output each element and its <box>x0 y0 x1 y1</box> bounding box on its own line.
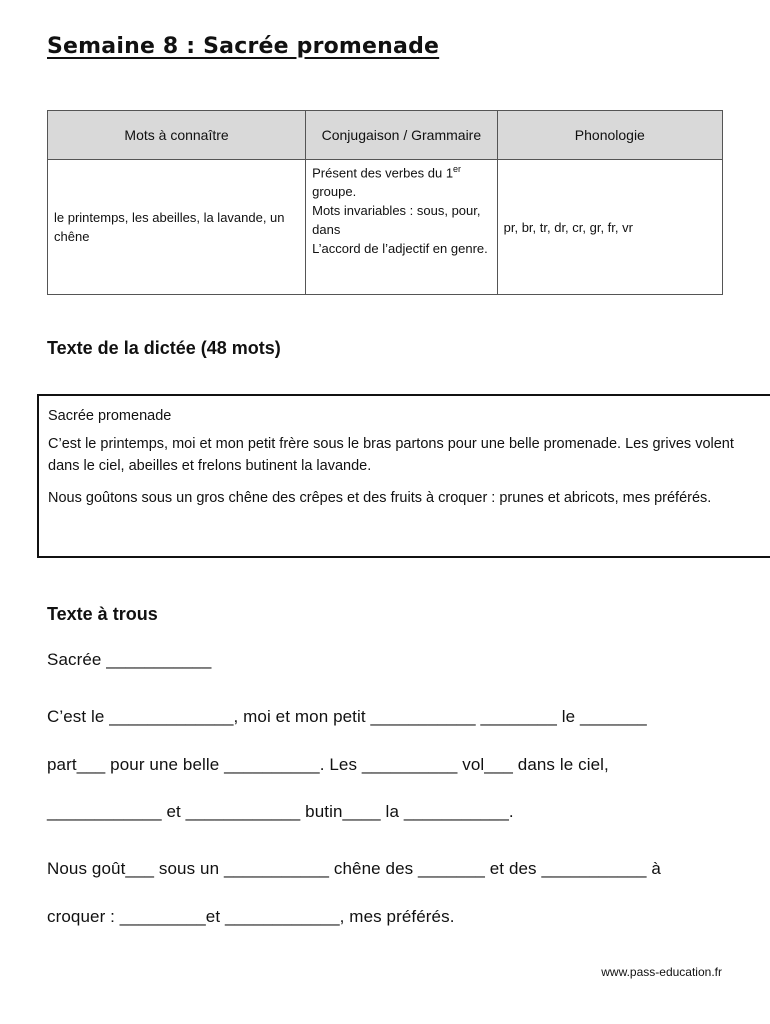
dictation-title: Sacrée promenade <box>48 408 172 424</box>
dictation-heading: Texte de la dictée (48 mots) <box>47 338 281 358</box>
gap-line-6: croquer : _________et ____________, mes préférés. <box>47 907 455 926</box>
cell-mots: le printemps, les abeilles, la lavande, un chêne <box>48 160 306 295</box>
gap-line-3: part___ pour une belle __________. Les __________ vol___ dans le ciel, <box>47 755 609 774</box>
grammaire-line-2: Mots invariables : sous, pour, dans <box>312 203 481 238</box>
dictation-paragraph-2: Nous goûtons sous un gros chêne des crêpes et des fruits à croquer : prunes et abricots, mes préférés. <box>48 490 712 506</box>
table-header-row <box>48 111 723 160</box>
dictation-box <box>37 394 770 558</box>
gaps-heading: Texte à trous <box>47 604 158 624</box>
cell-phonologie: pr, br, tr, dr, cr, gr, fr, vr <box>497 160 722 295</box>
grammaire-line-1: Présent des verbes du 1er groupe. <box>312 164 462 200</box>
dictation-paragraph-1: C’est le printemps, moi et mon petit frère sous le bras partons pour une belle promenade. Les grives volent dans le ciel, abeilles et frelons butinent la lavande. <box>48 436 734 474</box>
gap-line-4: ____________ et ____________ butin____ la ___________. <box>47 802 514 821</box>
header-phonologie: Phonologie <box>497 111 722 160</box>
header-grammaire: Conjugaison / Grammaire <box>306 111 498 160</box>
header-mots: Mots à connaître <box>48 111 306 160</box>
gap-line-2: C’est le _____________, moi et mon petit ___________ ________ le _______ <box>47 707 647 726</box>
gap-line-5: Nous goût___ sous un ___________ chêne des _______ et des ___________ à <box>47 859 661 878</box>
page-title: Semaine 8 : Sacrée promenade <box>47 34 440 59</box>
cell-grammaire <box>306 160 498 295</box>
table-row <box>48 160 723 295</box>
footer-url: www.pass-education.fr <box>601 965 722 979</box>
gap-line-1: Sacrée ___________ <box>47 650 212 669</box>
grammaire-line-3: L’accord de l’adjectif en genre. <box>312 241 488 257</box>
lesson-plan-table <box>47 110 723 295</box>
